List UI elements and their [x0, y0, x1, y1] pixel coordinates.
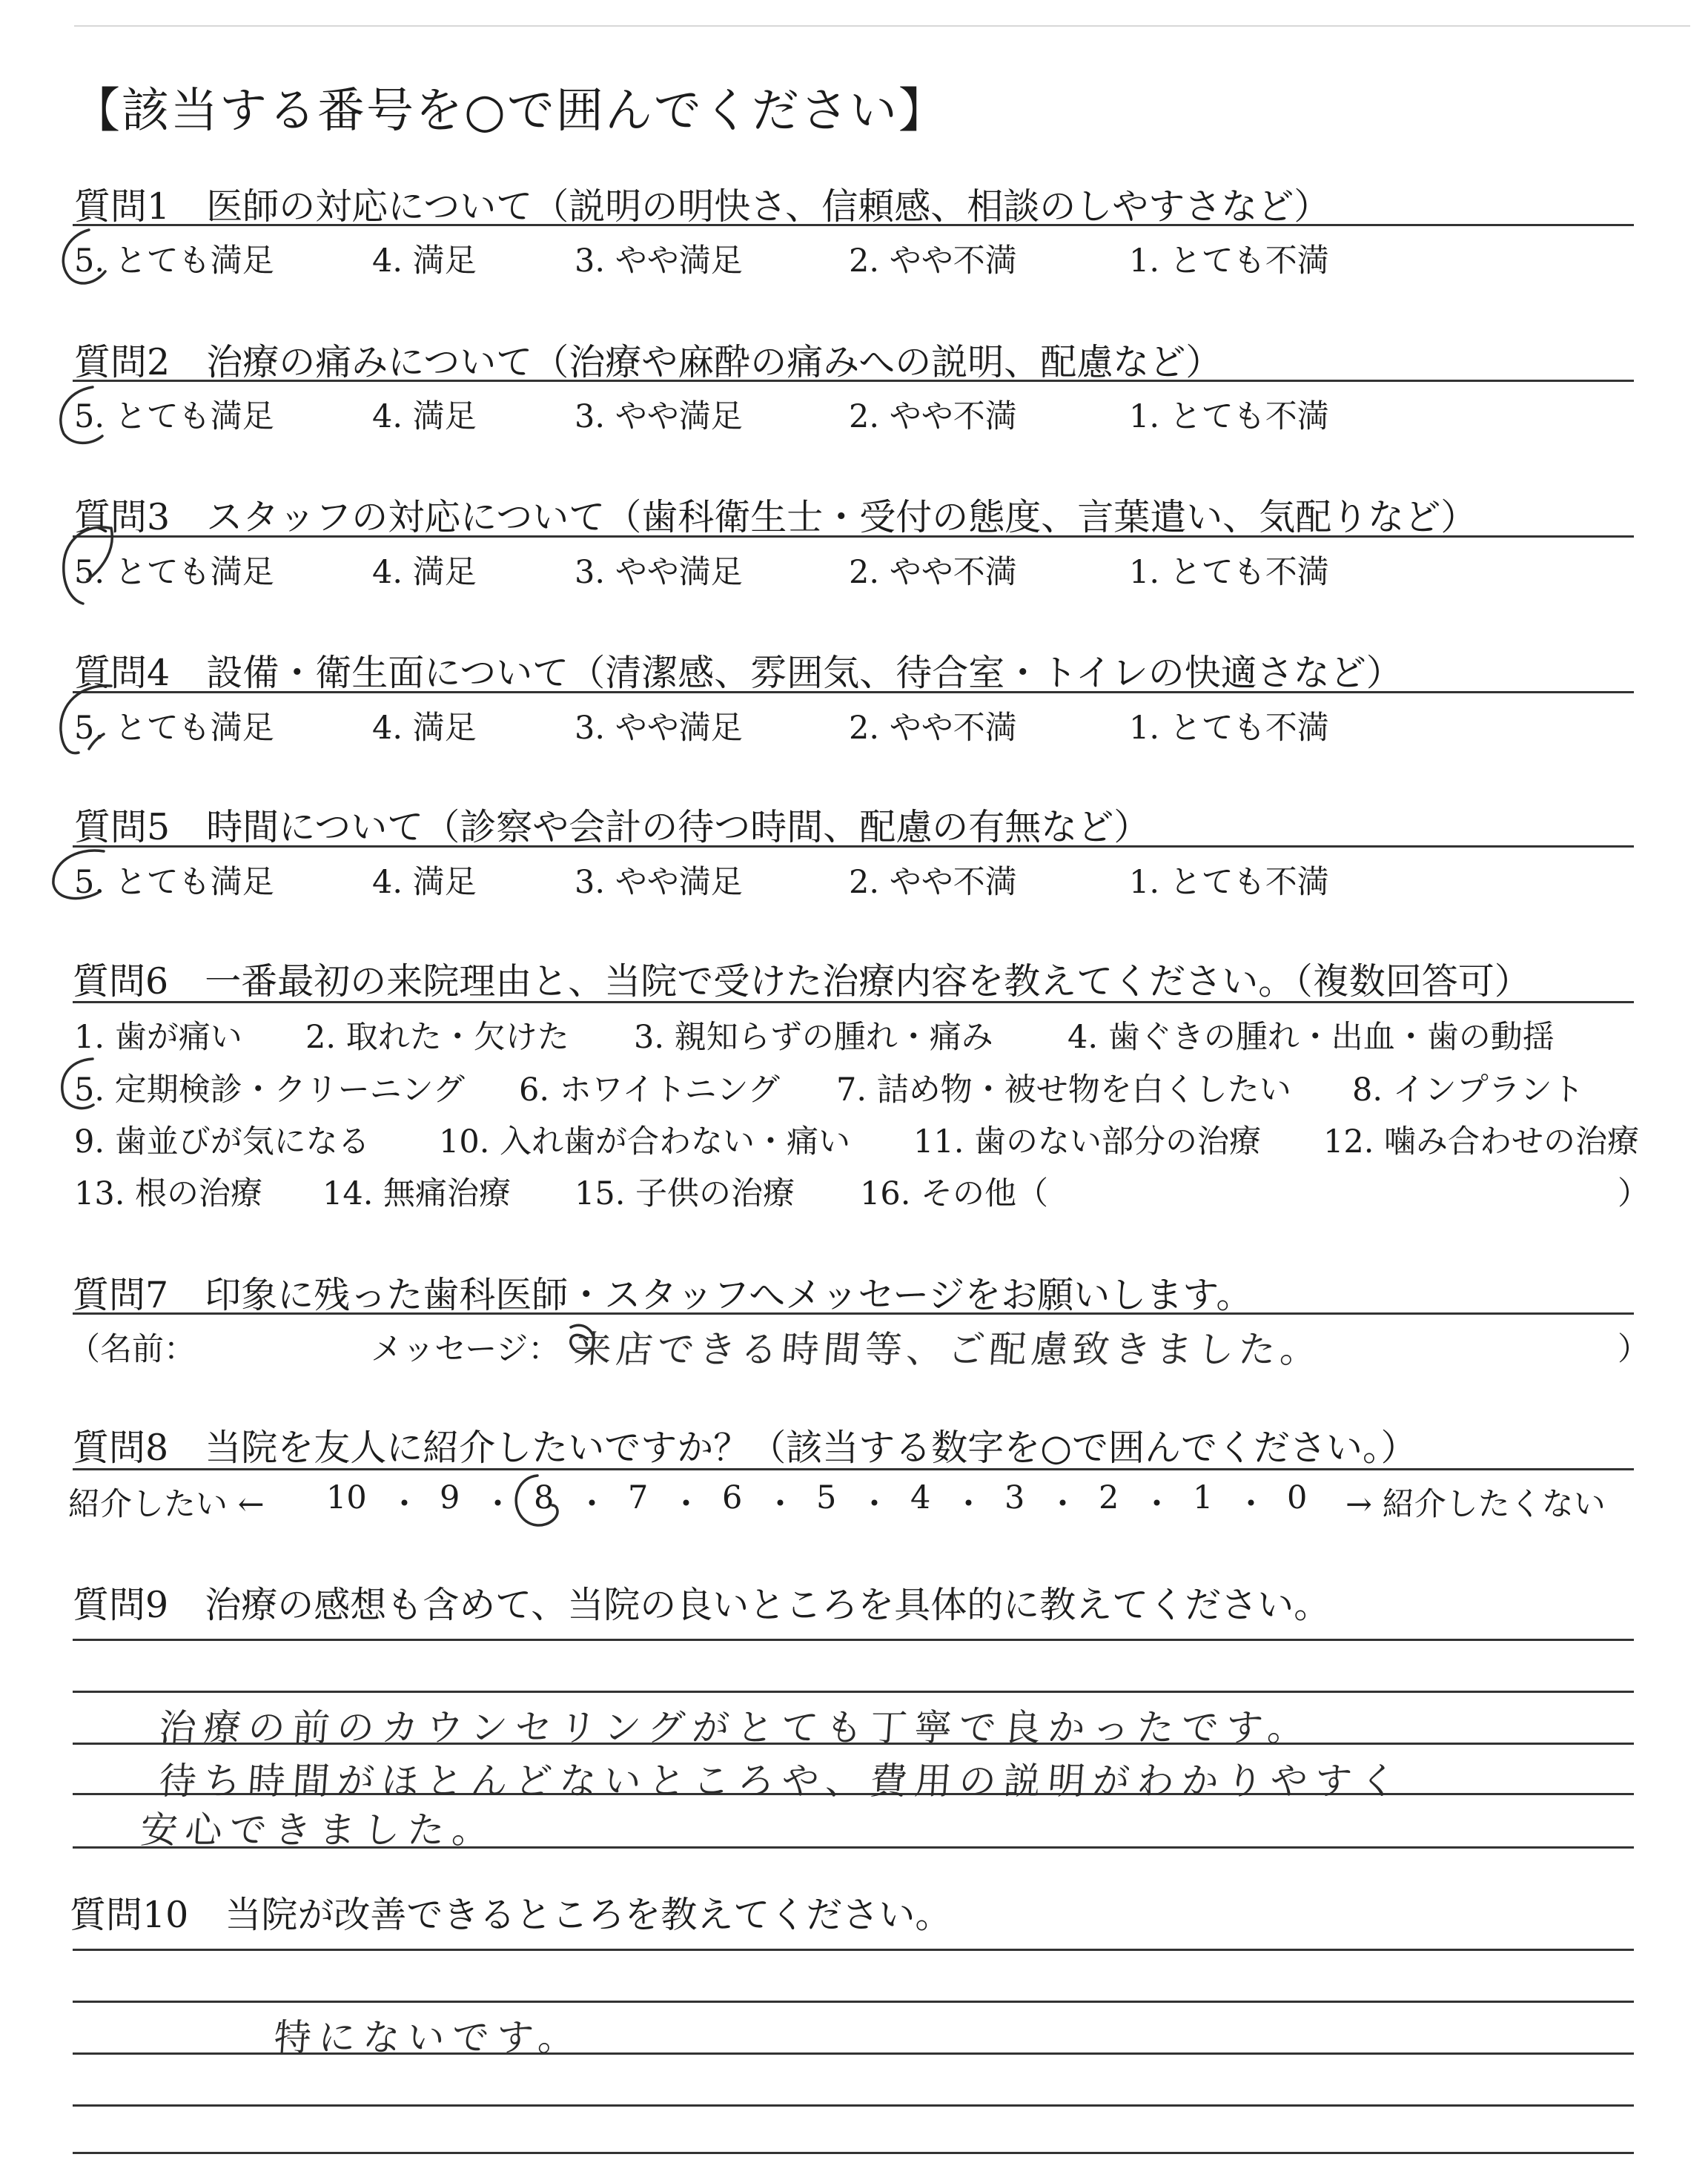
q8-score-8[interactable]: 8 — [534, 1479, 555, 1516]
q1-text: 医師の対応について（説明の明快さ、信頼感、相談のしやすさなど） — [206, 185, 1331, 228]
q1-answer-circle — [63, 230, 105, 283]
q9-handwritten-line-2[interactable]: 待ち時間がほとんどないところや、費用の説明がわかりやすく — [157, 1760, 1406, 1803]
q6-item-16[interactable]: 16. その他（ — [860, 1175, 1049, 1212]
q6-item-5[interactable]: 5. 定期検診・クリーニング — [74, 1071, 465, 1109]
q8-score-3[interactable]: 3 — [1004, 1479, 1025, 1516]
q7-text: 印象に残った歯科医師・スタッフへメッセージをお願いします。 — [205, 1274, 1253, 1316]
q6-item-14[interactable]: 14. 無痛治療 — [322, 1175, 512, 1212]
q3-label: 質問3 — [74, 496, 171, 538]
q8-dot: ・ — [576, 1486, 608, 1523]
q3-text: スタッフの対応について（歯科衛生士・受付の態度、言葉遣い、気配りなど） — [206, 496, 1477, 538]
q7-name-label: （名前： — [68, 1331, 196, 1368]
q8-right-label: → 紹介したくない — [1345, 1486, 1606, 1523]
q8-score-0[interactable]: 0 — [1287, 1479, 1308, 1516]
q10-label: 質問10 — [70, 1894, 189, 1936]
q6-label: 質問6 — [73, 960, 169, 1003]
q1-option-1[interactable]: 1. とても不満 — [1129, 242, 1329, 280]
q3-option-3[interactable]: 3. やや満足 — [575, 554, 743, 591]
q3-option-2[interactable]: 2. やや不満 — [849, 554, 1017, 591]
q7-message-label: メッセージ： — [371, 1331, 560, 1368]
q4-option-4[interactable]: 4. 満足 — [372, 710, 477, 747]
q6-item-9[interactable]: 9. 歯並びが気になる — [74, 1123, 370, 1160]
q5-answer-circle — [53, 851, 104, 899]
q8-dot: ・ — [764, 1486, 796, 1523]
q8-dot: ・ — [388, 1486, 420, 1523]
q4-label: 質問4 — [74, 652, 171, 694]
q6-item-8[interactable]: 8. インプラント — [1352, 1071, 1584, 1109]
q8-score-5[interactable]: 5 — [816, 1479, 837, 1516]
q8-dot: ・ — [670, 1486, 702, 1523]
q9-label: 質問9 — [73, 1584, 169, 1626]
q3-option-1[interactable]: 1. とても不満 — [1129, 554, 1329, 591]
q3-answer-circle — [64, 527, 112, 604]
q8-score-7[interactable]: 7 — [628, 1479, 649, 1516]
q4-option-2[interactable]: 2. やや不満 — [849, 710, 1017, 747]
q7-label: 質問7 — [73, 1274, 169, 1316]
q2-option-1[interactable]: 1. とても不満 — [1129, 398, 1329, 435]
q5-option-4[interactable]: 4. 満足 — [372, 864, 477, 901]
q1-label: 質問1 — [74, 185, 171, 228]
q6-item-11[interactable]: 11. 歯のない部分の治療 — [913, 1123, 1262, 1160]
q7-message-handwritten[interactable]: 来店できる時間等、ご配慮致きました。 — [572, 1328, 1323, 1371]
q4-option-3[interactable]: 3. やや満足 — [575, 710, 743, 747]
q6-item-1[interactable]: 1. 歯が痛い — [74, 1019, 242, 1056]
q6-close-paren: ） — [1618, 1175, 1649, 1212]
q5-option-5[interactable]: 5. とても満足 — [74, 864, 274, 901]
q4-answer-circle — [61, 686, 111, 753]
q2-label: 質問2 — [74, 341, 171, 383]
q8-score-10[interactable]: 10 — [326, 1479, 367, 1516]
q1-option-3[interactable]: 3. やや満足 — [575, 242, 743, 280]
q6-item-12[interactable]: 12. 噛み合わせの治療 — [1323, 1123, 1640, 1160]
q1-option-2[interactable]: 2. やや不満 — [849, 242, 1017, 280]
q5-text: 時間について（診察や会計の待つ時間、配慮の有無など） — [206, 806, 1151, 848]
q7-close-paren: ） — [1618, 1331, 1649, 1368]
q2-option-2[interactable]: 2. やや不満 — [849, 398, 1017, 435]
q5-label: 質問5 — [74, 806, 171, 848]
q3-option-4[interactable]: 4. 満足 — [372, 554, 477, 591]
q3-option-5[interactable]: 5. とても満足 — [74, 554, 274, 591]
q6-item-3[interactable]: 3. 親知らずの腫れ・痛み — [634, 1019, 993, 1056]
q5-option-3[interactable]: 3. やや満足 — [575, 864, 743, 901]
q8-label: 質問8 — [73, 1427, 169, 1469]
q9-text: 治療の感想も含めて、当院の良いところを具体的に教えてください。 — [205, 1584, 1331, 1626]
q4-option-5[interactable]: 5. とても満足 — [74, 710, 274, 747]
q6-item-4[interactable]: 4. 歯ぐきの腫れ・出血・歯の動揺 — [1068, 1019, 1555, 1056]
q9-handwritten-line-3[interactable]: 安心できました。 — [139, 1809, 498, 1852]
q6-item-13[interactable]: 13. 根の治療 — [74, 1175, 263, 1212]
q2-text: 治療の痛みについて（治療や麻酔の痛みへの説明、配慮など） — [206, 341, 1222, 383]
q8-dot: ・ — [858, 1486, 890, 1523]
q1-option-5[interactable]: 5. とても満足 — [74, 242, 274, 280]
q9-handwritten-line-1[interactable]: 治療の前のカウンセリングがとても丁寧で良かったです。 — [157, 1706, 1314, 1749]
q6-item-6[interactable]: 6. ホワイトニング — [519, 1071, 780, 1109]
q5-option-2[interactable]: 2. やや不満 — [849, 864, 1017, 901]
q1-option-4[interactable]: 4. 満足 — [372, 242, 477, 280]
q8-dot: ・ — [953, 1486, 984, 1523]
q8-score-6[interactable]: 6 — [722, 1479, 743, 1516]
q6-item-7[interactable]: 7. 詰め物・被せ物を白くしたい — [836, 1071, 1291, 1109]
q8-text: 当院を友人に紹介したいですか？（該当する数字を○で囲んでください。） — [205, 1427, 1417, 1469]
q5-option-1[interactable]: 1. とても不満 — [1129, 864, 1329, 901]
q8-answer-circle — [516, 1476, 557, 1525]
q10-text: 当院が改善できるところを教えてください。 — [225, 1894, 952, 1936]
q2-option-5[interactable]: 5. とても満足 — [74, 398, 274, 435]
q4-option-1[interactable]: 1. とても不満 — [1129, 710, 1329, 747]
q8-dot: ・ — [1141, 1486, 1173, 1523]
q4-text: 設備・衛生面について（清潔感、雰囲気、待合室・トイレの快適さなど） — [206, 652, 1403, 694]
q8-left-label: 紹介したい ← — [68, 1486, 265, 1523]
q8-dot: ・ — [1047, 1486, 1079, 1523]
q8-score-1[interactable]: 1 — [1193, 1479, 1214, 1516]
q8-score-4[interactable]: 4 — [910, 1479, 931, 1516]
q8-dot: ・ — [482, 1486, 514, 1523]
form-title: 【該当する番号を○で囲んでください】 — [73, 84, 947, 139]
q2-answer-circle — [61, 387, 102, 443]
q6-answer-circle — [62, 1059, 93, 1109]
q6-item-15[interactable]: 15. 子供の治療 — [575, 1175, 795, 1212]
q10-handwritten[interactable]: 特にないです。 — [272, 2016, 584, 2059]
q2-option-4[interactable]: 4. 満足 — [372, 398, 477, 435]
q8-score-9[interactable]: 9 — [440, 1479, 460, 1516]
q6-item-2[interactable]: 2. 取れた・欠けた — [305, 1019, 569, 1056]
q6-item-10[interactable]: 10. 入れ歯が合わない・痛い — [439, 1123, 851, 1160]
q2-option-3[interactable]: 3. やや満足 — [575, 398, 743, 435]
q8-score-2[interactable]: 2 — [1099, 1479, 1119, 1516]
q6-text: 一番最初の来院理由と、当院で受けた治療内容を教えてください。（複数回答可） — [205, 960, 1531, 1003]
q8-dot: ・ — [1235, 1486, 1267, 1523]
q7-message-scribble — [571, 1325, 594, 1353]
